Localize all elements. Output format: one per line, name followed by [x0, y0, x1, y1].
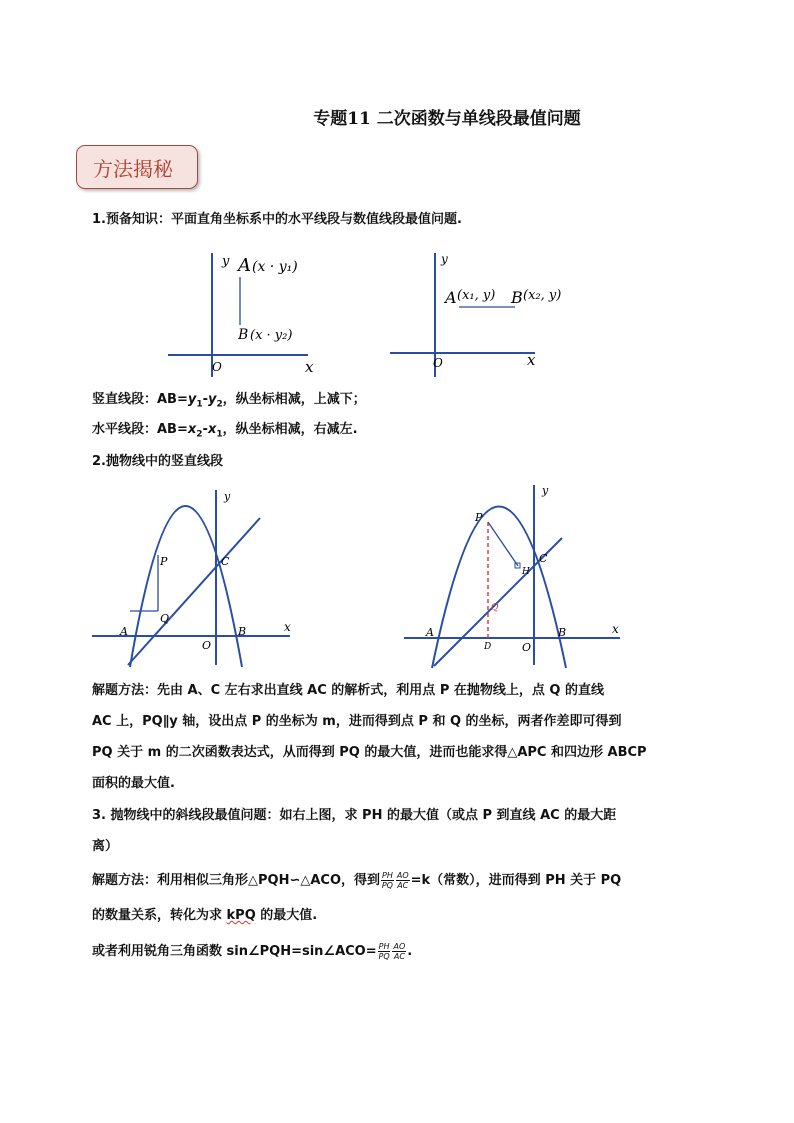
- method-3-line: 或者利用锐角三角函数 sin∠PQH=sin∠ACO= $\frac{PH}{PQ}$ $\frac{AO}{AC}$ .: [92, 942, 413, 961]
- figure-parabola-oblique: [402, 480, 627, 670]
- point-b-label: B: [238, 625, 247, 638]
- point-c-label: C: [221, 555, 230, 568]
- point-a-label: A: [445, 288, 457, 307]
- origin-label: O: [522, 641, 532, 654]
- section-1-heading: 1.预备知识：平面直角坐标系中的水平线段与数值线段最值问题.: [92, 212, 462, 227]
- point-p-label: P: [160, 555, 168, 568]
- x-axis-label: x: [527, 351, 536, 369]
- point-c-label: C: [539, 552, 548, 565]
- y-axis-label: y: [441, 252, 448, 266]
- vertical-segment-line: 竖直线段：$AB=y_1-y_2$，纵坐标相减，上减下；: [92, 392, 366, 410]
- figure-parabola-vertical: [90, 485, 305, 670]
- origin-label: O: [212, 360, 222, 374]
- method-1-paragraph: 解题方法：先由 A、C 左右求出直线 AC 的解析式，利用点 P 在抛物线上，点 Q 的直线 AC 上，PQ∥y 轴，设出点 P 的坐标为 m，进而得到点 P 和 Q 的坐标，两者作差即可得到 PQ 关于 m 的二次函数表达式，从而得到 PQ 的最大值，进而也能求得△APC 和四边形 ABCP 面积的最大值.: [92, 683, 647, 791]
- point-b-label: B: [238, 327, 249, 343]
- origin-label: O: [202, 639, 212, 652]
- x-axis-label: x: [284, 620, 291, 634]
- method-2-paragraph: 解题方法：利用相似三角形△PQH∽△ACO，得到 $\frac{PH}{PQ}$ $\frac{AO}{AC}$ =k（常数），进而得到 PH 关于 PQ 的数量关系，转化为求 kPQ 的最大值.: [92, 871, 622, 923]
- point-a-coord: (x · y₁): [252, 259, 298, 275]
- point-d-label: D: [484, 642, 492, 652]
- point-a-label: A: [426, 626, 434, 639]
- point-a-coord: (x₁, y): [457, 288, 496, 303]
- x-axis-label: x: [305, 358, 314, 376]
- point-b-label: B: [511, 288, 523, 307]
- badge-label: 方法揭秘: [93, 157, 173, 181]
- figure-horizontal-segment: [385, 245, 565, 380]
- point-b-coord: (x · y₂): [250, 328, 293, 343]
- section-2-heading: 2.抛物线中的竖直线段: [92, 454, 223, 469]
- page-title: 专题11 二次函数与单线段最值问题: [313, 109, 581, 129]
- point-b-label: B: [558, 626, 567, 639]
- y-axis-label: y: [222, 254, 230, 269]
- horizontal-segment-line: 水平线段：$AB=x_2-x_1$，纵坐标相减，右减左.: [92, 422, 358, 440]
- y-axis-label: y: [542, 484, 549, 497]
- y-axis-label: y: [224, 490, 231, 503]
- point-h-label: H: [522, 567, 530, 577]
- method-badge: [76, 145, 198, 189]
- point-q-label: Q: [160, 612, 170, 625]
- point-a-label: A: [120, 625, 128, 638]
- point-a-label: A: [238, 255, 251, 276]
- figure-vertical-segment: [160, 245, 330, 380]
- origin-label: O: [433, 356, 443, 370]
- point-b-coord: (x₂, y): [523, 288, 562, 303]
- point-p-label: P: [475, 511, 483, 524]
- x-axis-label: x: [612, 622, 619, 636]
- point-q-label: Q: [491, 603, 499, 613]
- section-3-heading: 3. 抛物线中的斜线段最值问题：如右上图，求 PH 的最大值（或点 P 到直线 AC 的最大距 离）: [92, 808, 617, 854]
